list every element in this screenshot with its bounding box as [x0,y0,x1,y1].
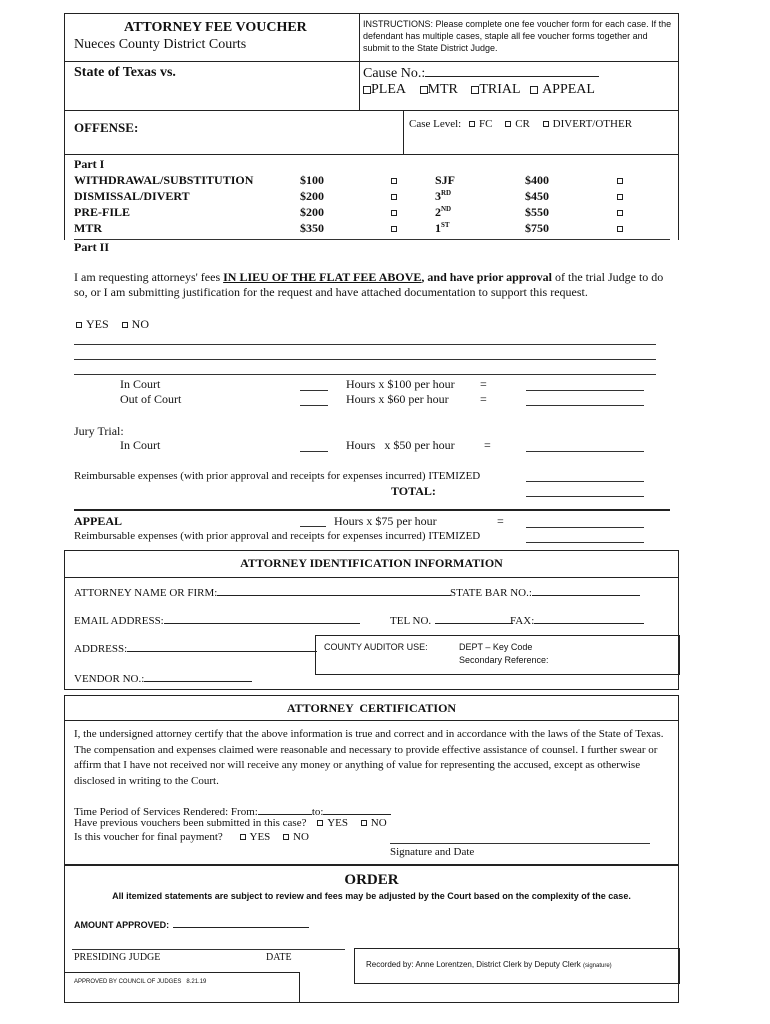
appeal-divider [74,509,670,511]
fee-amount: $100 [300,173,324,187]
fee-checkbox[interactable] [391,194,397,200]
period-to-field[interactable] [323,803,391,815]
fee-label: MTR [74,221,102,235]
case-level-box [403,110,679,155]
part2-no-label: NO [131,317,150,331]
email-row [74,612,360,627]
part2-no-checkbox[interactable] [122,322,128,328]
grade-checkbox[interactable] [617,226,623,232]
part1-row-1 [74,173,674,189]
fee-amount: $200 [300,189,324,203]
jury-trial-label: Jury Trial: [74,424,124,438]
grade-amount: $450 [525,189,549,203]
recorded-signature-label: (signature) [583,963,612,969]
previous-label: Have previous vouchers been submitted in this case? [74,817,307,829]
attorney-id-heading: ATTORNEY IDENTIFICATION INFORMATION [240,556,503,570]
out-court-total-field[interactable] [526,405,644,406]
case-level-row [409,118,632,130]
grade-checkbox[interactable] [617,194,623,200]
grade-amount: $750 [525,221,549,235]
appeal-reimbursable-label: Reimbursable expenses (with prior approval and receipts for expenses incurred) ITEMIZED [74,530,481,542]
offense-label: OFFENSE: [74,120,139,135]
cr-label: CR [515,118,530,130]
fax-field[interactable] [534,612,644,624]
previous-yes-label: YES [327,817,348,829]
name-row [74,584,451,599]
part1-divider [74,239,670,240]
fee-amount: $350 [300,221,324,235]
approved-label: APPROVED BY COUNCIL OF JUDGES 8.21.19 [74,979,207,985]
reimbursable-label: Reimbursable expenses (with prior approval and receipts for expenses incurred) ITEMIZED [74,470,481,482]
fc-checkbox[interactable] [469,121,475,127]
name-label: ATTORNEY NAME OR FIRM: [74,587,218,599]
date-label: DATE [266,952,292,963]
approved-box [64,972,300,1003]
appeal-hours-field[interactable] [300,526,326,527]
grade-checkbox[interactable] [617,178,623,184]
out-court-rate: Hours x $60 per hour [346,392,449,406]
cause-no-field[interactable] [425,65,599,77]
vendor-field[interactable] [144,670,252,682]
cause-no-row [363,65,599,82]
email-field[interactable] [164,612,360,624]
previous-no-label: NO [370,817,387,829]
address-row [74,640,317,655]
judge-label: PRESIDING JUDGE [74,952,161,963]
judge-signature-line[interactable] [72,949,345,950]
grade-checkbox[interactable] [617,210,623,216]
fee-checkbox[interactable] [391,226,397,232]
grade-label: 1ST [435,221,450,235]
period-from-field[interactable] [258,803,312,815]
state-vs-label: State of Texas vs. [74,65,176,80]
bar-row [450,584,640,599]
appeal-reimbursable-field[interactable] [526,542,644,543]
email-label: EMAIL ADDRESS: [74,615,164,627]
final-label: Is this voucher for final payment? [74,831,223,843]
instructions-text: INSTRUCTIONS: Please complete one fee voucher form for each case. If the defendant has multiple cases, staple all fee voucher forms together and submit to the State District Judge. [363,19,672,53]
grade-label: 3RD [435,189,452,203]
out-court-label: Out of Court [120,392,182,406]
address-label: ADDRESS: [74,643,128,655]
grade-amount: $400 [525,173,549,187]
fee-amount: $200 [300,205,324,219]
part2-paragraph [74,270,674,300]
grade-amount: $550 [525,205,549,219]
fc-label: FC [478,118,493,130]
appeal-rate: Hours x $75 per hour [334,514,437,528]
amount-label: AMOUNT APPROVED: [74,920,170,930]
part2-yes-checkbox[interactable] [76,322,82,328]
part2-title: Part II [74,240,109,254]
in-court-rate: Hours x $100 per hour [346,377,455,391]
previous-row [74,817,387,829]
reimbursable-field[interactable] [526,481,644,482]
jury-equals: = [484,438,491,452]
total-field[interactable] [526,496,644,497]
plea-label: PLEA [371,82,406,97]
fee-checkbox[interactable] [391,210,397,216]
tel-row [390,612,513,627]
tel-field[interactable] [435,612,513,624]
part2-text-underline: IN LIEU OF THE FLAT FEE ABOVE [223,270,422,284]
total-label: TOTAL: [391,484,436,498]
case-type-row [363,82,595,98]
form-title: ATTORNEY FEE VOUCHER [124,20,307,35]
certification-heading: ATTORNEY CERTIFICATION [286,701,457,715]
certification-text: I, the undersigned attorney certify that the above information is true and correct and in accordance with the laws of the State of Texas. The compensation and expenses claimed were reasonable and necessary to provide effective assistance of counsel. I further swear or affirm that I have not received nor will receive any money or anything of value for representing the accused, except as otherwise disclosed in writing to the Court. [74,728,664,787]
order-note: All itemized statements are subject to review and fees may be adjusted by the Court based on the complexity of the case. [112,891,631,901]
part1-row-3 [74,205,674,221]
out-court-equals: = [480,392,487,406]
final-no-label: NO [293,831,309,843]
vendor-row [74,670,252,685]
appeal-label: APPEAL [74,514,122,528]
period-row [74,803,391,818]
in-court-label: In Court [120,377,161,391]
court-name: Nueces County District Courts [74,37,247,52]
jury-hours-field[interactable] [300,451,328,452]
in-court-equals: = [480,377,487,391]
appeal-checkbox[interactable] [530,86,538,94]
signature-label: Signature and Date [390,846,475,858]
secondary-label: Secondary Reference: [459,655,549,665]
part1-row-4 [74,221,674,237]
amount-field[interactable] [173,916,309,928]
order-heading: ORDER [344,872,399,888]
address-field[interactable] [127,640,317,652]
out-court-hours-field[interactable] [300,405,328,406]
part2-yes-label: YES [86,317,109,331]
fax-row [510,612,644,627]
justification-line-1[interactable] [74,344,656,345]
period-to-label: to: [311,806,324,818]
vendor-label: VENDOR NO.: [74,673,145,685]
final-row [74,831,309,843]
recorded-label: Recorded by: Anne Lorentzen, District Clerk by Deputy Clerk [366,960,581,969]
appeal-label: APPEAL [542,82,595,97]
justification-line-3[interactable] [74,374,656,375]
period-label: Time Period of Services Rendered: From: [74,806,258,818]
justification-line-2[interactable] [74,359,656,360]
jury-in-court-label: In Court [120,438,161,452]
auditor-label: COUNTY AUDITOR USE: [324,642,428,652]
part2-yes-no [76,317,149,332]
fee-label: DISMISSAL/DIVERT [74,189,190,203]
part2-text-bold: , and have prior approval [421,270,552,284]
part2-text-pre: I am requesting attorneys' fees [74,270,224,284]
plea-checkbox[interactable] [363,86,371,94]
name-field[interactable] [217,584,451,596]
in-court-total-field[interactable] [526,390,644,391]
part1-row-2 [74,189,674,205]
fax-label: FAX: [510,615,535,627]
previous-no-checkbox[interactable] [361,820,367,826]
recorded-row [366,960,612,969]
part2-text-post: of the trial Judge to do so, or I am submitting justification for the request and have attached documentation to support this request. [74,270,664,299]
divert-label: DIVERT/OTHER [552,118,633,130]
fee-checkbox[interactable] [391,178,397,184]
final-yes-label: YES [249,831,271,843]
part1-title: Part I [74,157,105,171]
trial-label: TRIAL [479,82,521,97]
jury-rate: Hours x $50 per hour [346,438,455,452]
case-level-label: Case Level: [409,118,462,130]
amount-row [74,916,309,930]
bar-label: STATE BAR NO.: [450,587,532,599]
signature-line[interactable] [390,843,650,844]
mtr-checkbox[interactable] [420,86,428,94]
jury-total-field[interactable] [526,451,644,452]
mtr-label: MTR [427,82,458,97]
final-yes-checkbox[interactable] [240,834,246,840]
appeal-total-field[interactable] [526,527,644,528]
cr-checkbox[interactable] [505,121,511,127]
bar-field[interactable] [532,584,640,596]
tel-label: TEL NO. [390,615,432,627]
fee-label: WITHDRAWAL/SUBSTITUTION [74,173,254,187]
in-court-hours-field[interactable] [300,390,328,391]
cause-no-label: Cause No.: [363,66,426,81]
fee-label: PRE-FILE [74,205,131,219]
divert-checkbox[interactable] [543,121,549,127]
final-no-checkbox[interactable] [283,834,289,840]
previous-yes-checkbox[interactable] [317,820,323,826]
dept-label: DEPT – Key Code [459,642,533,652]
appeal-equals: = [497,514,504,528]
grade-label: SJF [435,173,456,187]
grade-label: 2ND [435,205,452,219]
